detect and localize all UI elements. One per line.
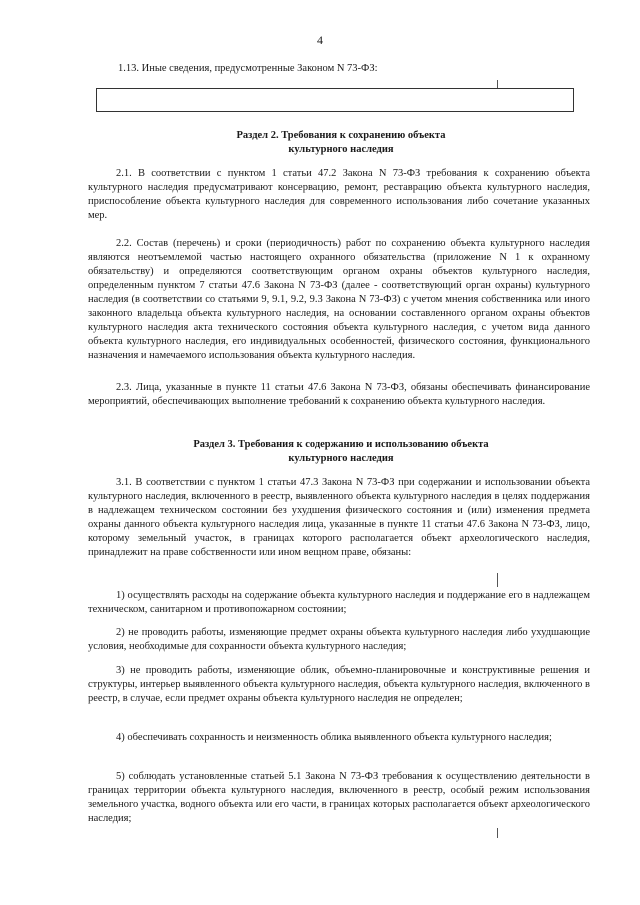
scan-mark: [497, 573, 498, 587]
list-item-4: 4) обеспечивать сохранность и неизменность облика выявленного объекта культурного наследия;: [116, 732, 552, 743]
section-3-heading-line1: Раздел 3. Требования к содержанию и использованию объекта: [193, 439, 489, 450]
paragraph-2-2: 2.2. Состав (перечень) и сроки (периодичность) работ по сохранению объекта культурного наследия являются неотъемлемой частью настоящего охранного обязательства (приложение N 1 к охранному обязательству) и определяются соответствующим органом охраны объектов культурного наследия, определенным пунктом 7 статьи 47.6 Закона N 73-ФЗ (далее - соответствующий орган охраны) культурного наследия (в соответствии со статьями 9, 9.1, 9.2, 9.3 Закона N 73-ФЗ) с учетом мнения собственника или иного законного владельца объекта культурного наследия, на основании составленного органом охраны объектов культурного наследия акта технического состояния объекта культурного наследия, с учетом вида данного объекта культурного наследия, его индивидуальных особенностей, физического состояния, функционального назначения и намечаемого использования объекта культурного наследия.: [88, 238, 590, 361]
list-item-5: 5) соблюдать установленные статьей 5.1 Закона N 73-ФЗ требования к осуществлению деятельности в границах территории объекта культурного наследия, включенного в реестр, особый режим использования земельного участка, водного объекта или его части, в границах которых располагается объект археологического наследия;: [88, 771, 590, 824]
paragraph-3-1: 3.1. В соответствии с пунктом 1 статьи 47.3 Закона N 73-ФЗ при содержании и использовании объекта культурного наследия, включенного в реестр, выявленного объекта культурного наследия в целях поддержания в надлежащем техническом состоянии без ухудшения физического состояния и (или) изменения предмета охраны данного объекта культурного наследия лица, указанные в пункте 11 статьи 47.6 Закона N 73-ФЗ, лицо, которому земельный участок, в границах которого располагается объект археологического наследия, принадлежит на праве собственности или ином вещном праве, обязаны:: [88, 477, 590, 558]
paragraph-2-1: 2.1. В соответствии с пунктом 1 статьи 47.2 Закона N 73-ФЗ требования к сохранению объекта культурного наследия предусматривают консервацию, ремонт, реставрацию объекта культурного наследия, приспособление объекта культурного наследия для современного использования либо сочетание указанных мер.: [88, 168, 590, 221]
list-item-1: 1) осуществлять расходы на содержание объекта культурного наследия и поддержание его в надлежащем техническом, санитарном и противопожарном состоянии;: [88, 590, 590, 615]
paragraph-2-3: 2.3. Лица, указанные в пункте 11 статьи 47.6 Закона N 73-ФЗ, обязаны обеспечивать финансирование мероприятий, обеспечивающих выполнение требований к сохранению объекта культурного наследия.: [88, 382, 590, 407]
page-number: 4: [317, 33, 323, 47]
section-2-heading-line2: культурного наследия: [288, 144, 394, 155]
section-3-heading-line2: культурного наследия: [288, 453, 394, 464]
scan-mark: [497, 828, 498, 838]
scan-mark: [497, 80, 498, 88]
list-item-2: 2) не проводить работы, изменяющие предмет охраны объекта культурного наследия либо ухудшающие условия, необходимые для сохранности объекта культурного наследия;: [88, 627, 590, 652]
item-1-13-label: 1.13. Иные сведения, предусмотренные Законом N 73-ФЗ:: [118, 63, 378, 74]
list-item-3: 3) не проводить работы, изменяющие облик, объемно-планировочные и конструктивные решения и структуры, интерьер выявленного объекта культурного наследия, объекта культурного наследия, включенного в реестр, в случае, если предмет охраны объекта культурного наследия не определен;: [88, 665, 590, 704]
section-2-heading-line1: Раздел 2. Требования к сохранению объекта: [236, 130, 446, 141]
item-1-13-value-box: [96, 88, 574, 112]
